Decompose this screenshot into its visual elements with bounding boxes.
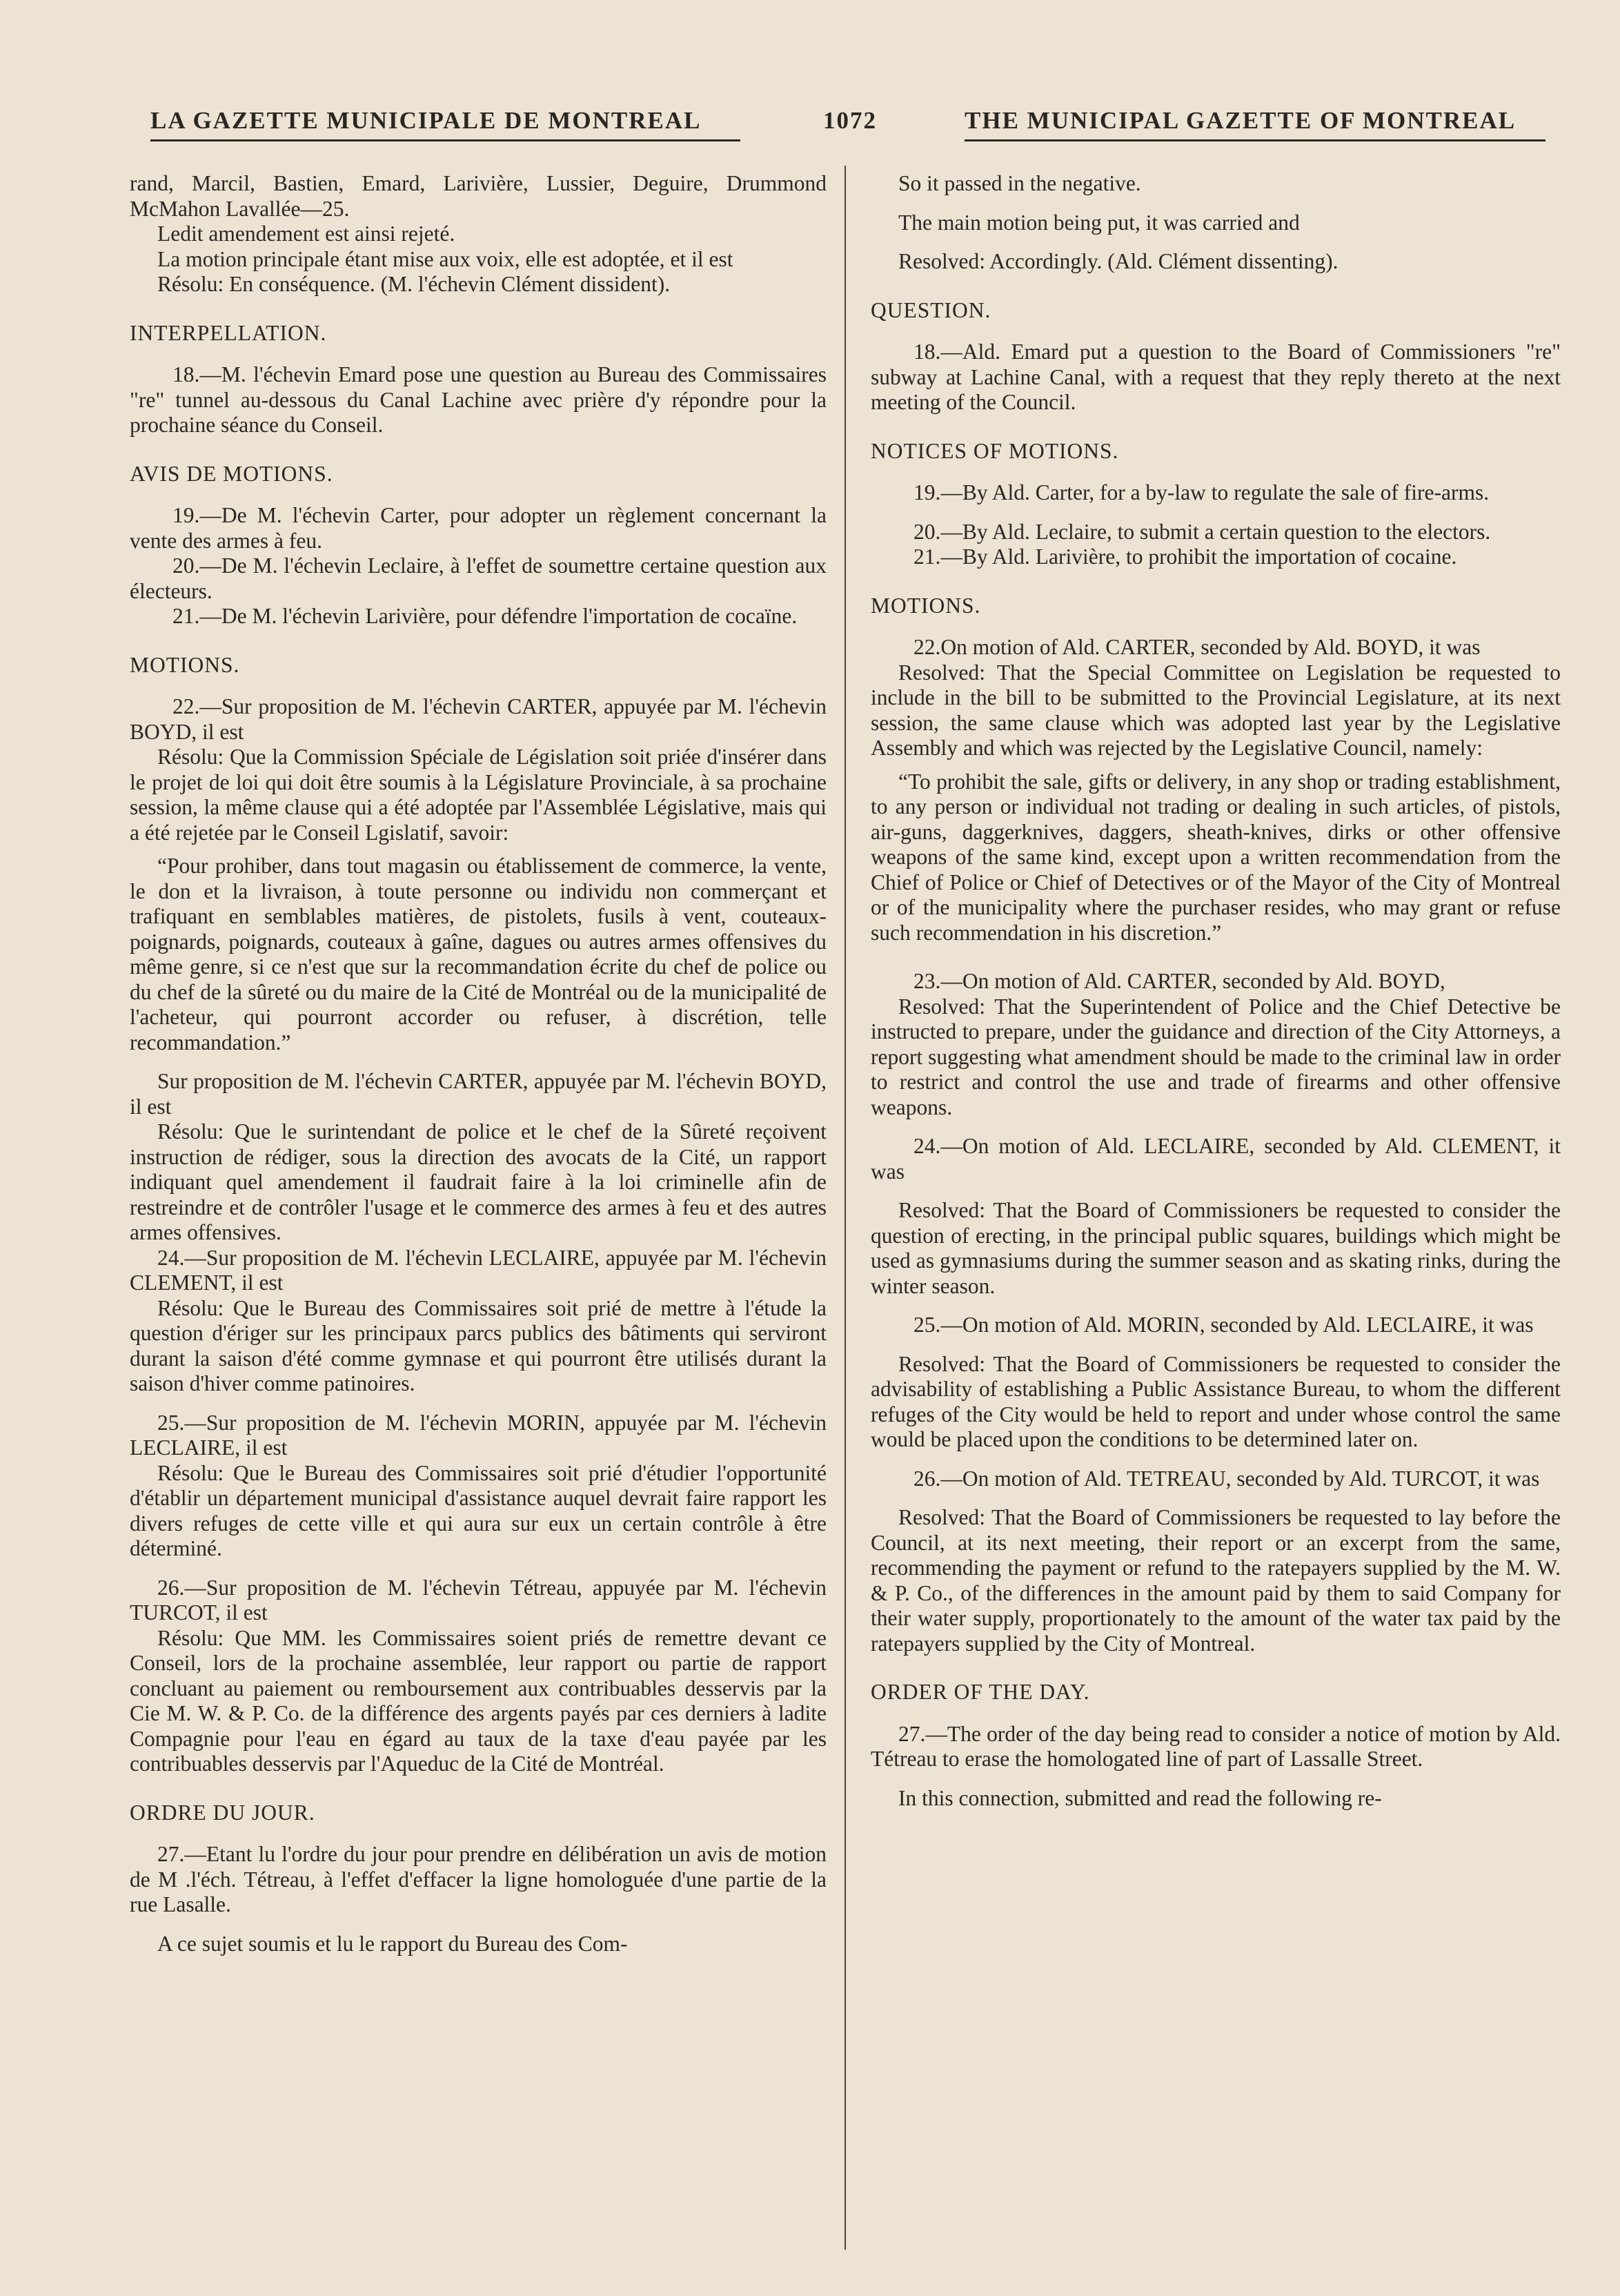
paragraph: La motion principale étant mise aux voix, elle est adoptée, et il est [157,246,733,271]
quoted-clause: “To prohibit the sale, gifts or delivery, in any shop or trading establishment, to any person or individual not trading or dealing in such articles, of pistols, air-guns, daggerknives, daggers, sheath-knives, dirks or other offensive weapons of the same kind, except upon a written recommendation from the Chief of Police or Chief of Detectives or of the Mayor of the City of Montreal or of the municipality where the purchaser resides, who may grant or refuse such recommendation in his discretion.” [871,769,1561,945]
section-heading: AVIS DE MOTIONS. [130,461,333,486]
paragraph: A ce sujet soumis et lu le rapport du Bureau des Com- [157,1931,628,1956]
paragraph: Resolved: That the Board of Commissioners be requested to consider the question of erecting, in the principal public squares, buildings which might be used as gymnasiums during the summer season and as skating rinks, during the winter season. [871,1198,1561,1298]
paragraph: 26.—Sur proposition de M. l'échevin Tétreau, appuyée par M. l'échevin TURCOT, il est [130,1575,827,1625]
quoted-clause: “Pour prohiber, dans tout magasin ou établissement de commerce, la vente, le don et la livraison, à toute personne ou individu non commerçant et trafiquant en semblables matières, de pistolets, fusils à vent, couteaux-poignards, poignards, couteaux à gaîne, dagues ou autres armes offensives du même genre, si ce n'est que sur la recommandation écrite du chef de police ou du chef de la sûreté ou du maire de la Cité de Montréal ou de la municipalité de l'acheteur, qui pourront accorder ou refuser, à discrétion, telle recommandation.” [130,854,827,1054]
section-heading: MOTIONS. [871,593,981,618]
paragraph: rand, Marcil, Bastien, Emard, Larivière, Lussier, Deguire, Drummond McMahon Lavallée—25. [130,171,827,221]
section-heading: MOTIONS. [130,652,240,677]
paragraph: In this connection, submitted and read the following re- [898,1785,1382,1810]
paragraph: Résolu: En conséquence. (M. l'échevin Clément dissident). [157,272,671,296]
header-title-english: THE MUNICIPAL GAZETTE OF MONTREAL [965,107,1517,134]
paragraph: 21.—De M. l'échevin Larivière, pour défendre l'importation de cocaïne. [172,604,798,628]
page-header [0,0,1620,166]
paragraph: 27.—The order of the day being read to consider a notice of motion by Ald. Tétreau to erase the homologated line of part of Lassalle Street. [871,1721,1561,1771]
paragraph: 25.—On motion of Ald. MORIN, seconded by Ald. LECLAIRE, it was [913,1313,1534,1337]
paragraph: Ledit amendement est ainsi rejeté. [157,222,455,246]
paragraph: 23.—On motion of Ald. CARTER, seconded by Ald. BOYD, [913,969,1445,993]
paragraph: 27.—Etant lu l'ordre du jour pour prendre en délibération un avis de motion de M .l'éch. Tétreau, à l'effet d'effacer la ligne homologuée d'une partie de la rue Lasalle. [130,1842,827,1916]
paragraph: Sur proposition de M. l'échevin CARTER, appuyée par M. l'échevin BOYD, il est [130,1069,827,1119]
paragraph: Résolu: Que le Bureau des Commissaires soit prié de mettre à l'étude la question d'ériger sur les principaux parcs publics des bâtiments qui serviront durant la saison d'été comme gymnase et qui pourront être utilisés durant la saison d'hiver comme patinoires. [130,1295,827,1395]
paragraph: Resolved: Accordingly. (Ald. Clément dissenting). [898,249,1339,273]
section-heading: ORDER OF THE DAY. [871,1680,1090,1704]
paragraph: So it passed in the negative. [898,171,1141,195]
paragraph: 24.—Sur proposition de M. l'échevin LECLAIRE, appuyée par M. l'échevin CLEMENT, il est [130,1245,827,1295]
paragraph: 20.—De M. l'échevin Leclaire, à l'effet de soumettre certaine question aux électeurs. [130,553,827,603]
paragraph: Résolu: Que le surintendant de police et le chef de la Sûreté reçoivent instruction de rédiger, sous la direction des avocats de la Cité, un rapport indiquant quel amendement il faudrait faire à la loi criminelle afin de restreindre et de contrôler l'usage et le commerce des armes à feu et des autres armes offensives. [130,1119,827,1244]
paragraph: 24.—On motion of Ald. LECLAIRE, seconded by Ald. CLEMENT, it was [871,1134,1561,1184]
paragraph: 19.—De M. l'échevin Carter, pour adopter un règlement concernant la vente des armes à feu. [130,503,827,553]
paragraph: 18.—Ald. Emard put a question to the Board of Commissioners "re" subway at Lachine Canal, with a request that they reply thereto at the next meeting of the Council. [871,340,1561,414]
paragraph: 18.—M. l'échevin Emard pose une question au Bureau des Commissaires "re" tunnel au-dessous du Canal Lachine avec prière d'y répondre pour la prochaine séance du Conseil. [130,362,827,437]
header-rule-right [965,139,1545,141]
paragraph: Resolved: That the Board of Commissioners be requested to consider the advisability of establishing a Public Assistance Bureau, to whom the different refuges of the City would be held to report and under whose control the same would be placed upon the conditions to be determined later on. [871,1351,1561,1451]
paragraph: 25.—Sur proposition de M. l'échevin MORIN, appuyée par M. l'échevin LECLAIRE, il est [130,1410,827,1460]
paragraph: Resolved: That the Special Committee on Legislation be requested to include in the bill to be submitted to the Provincial Legislature, at its next session, the same clause which was adopted last year by the Legislative Assembly and which was rejected by the Legislative Council, namely: [871,660,1561,760]
paragraph: Resolved: That the Board of Commissioners be requested to lay before the Council, at its next meeting, their report or an excerpt from the same, recommending the payment or refund to the ratepayers supplied by the M. W. & P. Co., of the differences in the amount paid by them to said Company for their water supply, proportionately to the amount of the water tax paid by the ratepayers supplied by the City of Montreal. [871,1505,1561,1656]
header-rule-left [150,139,740,141]
section-heading: NOTICES OF MOTIONS. [871,438,1119,463]
section-heading: ORDRE DU JOUR. [130,1800,315,1825]
paragraph: The main motion being put, it was carried and [898,210,1300,235]
section-heading: QUESTION. [871,297,991,322]
english-column [871,171,1561,1811]
paragraph: Résolu: Que la Commission Spéciale de Législation soit priée d'insérer dans le projet de loi qui doit être soumis à la Législature Provinciale, à sa prochaine session, la même clause qui a été adoptée par l'Assemblée Législative, mais qui a été rejetée par le Conseil Lgislatif, savoir: [130,745,827,845]
french-column [130,171,827,1956]
paragraph: 26.—On motion of Ald. TETREAU, seconded by Ald. TURCOT, it was [913,1466,1540,1491]
paragraph: 19.—By Ald. Carter, for a by-law to regulate the sale of fire-arms. [913,480,1490,504]
paragraph: Résolu: Que MM. les Commissaires soient priés de remettre devant ce Conseil, lors de la prochaine assemblée, leur rapport ou partie de rapport concluant au paiement ou remboursement aux contribuables desservis par la Cie M. W. & P. Co. de la différence des argents payés par ces derniers à ladite Compagnie pour l'eau en égard au taux de la taxe d'eau payée par les contribuables desservis par l'Aqueduc de la Cité de Montréal. [130,1625,827,1776]
header-title-french: LA GAZETTE MUNICIPALE DE MONTREAL [150,107,702,134]
section-heading: INTERPELLATION. [130,320,327,345]
column-divider [844,166,846,2250]
paragraph: Résolu: Que le Bureau des Commissaires soit prié d'étudier l'opportunité d'établir un département municipal d'assistance auquel devrait faire rapport les divers refuges de cette ville et qui aura sur eux un certain contrôle à être déterminé. [130,1460,827,1560]
paragraph: Resolved: That the Superintendent of Police and the Chief Detective be instructed to prepare, under the guidance and direction of the City Attorneys, a report suggesting what amendment should be made to the criminal law in order to restrict and control the use and trade of firearms and other offensive weapons. [871,994,1561,1119]
paragraph: 21.—By Ald. Larivière, to prohibit the importation of cocaine. [913,544,1457,569]
paragraph: 20.—By Ald. Leclaire, to submit a certain question to the electors. [913,519,1491,544]
page-number: 1072 [823,107,877,134]
paragraph: 22.On motion of Ald. CARTER, seconded by Ald. BOYD, it was [913,635,1481,659]
paragraph: 22.—Sur proposition de M. l'échevin CARTER, appuyée par M. l'échevin BOYD, il est [130,694,827,744]
